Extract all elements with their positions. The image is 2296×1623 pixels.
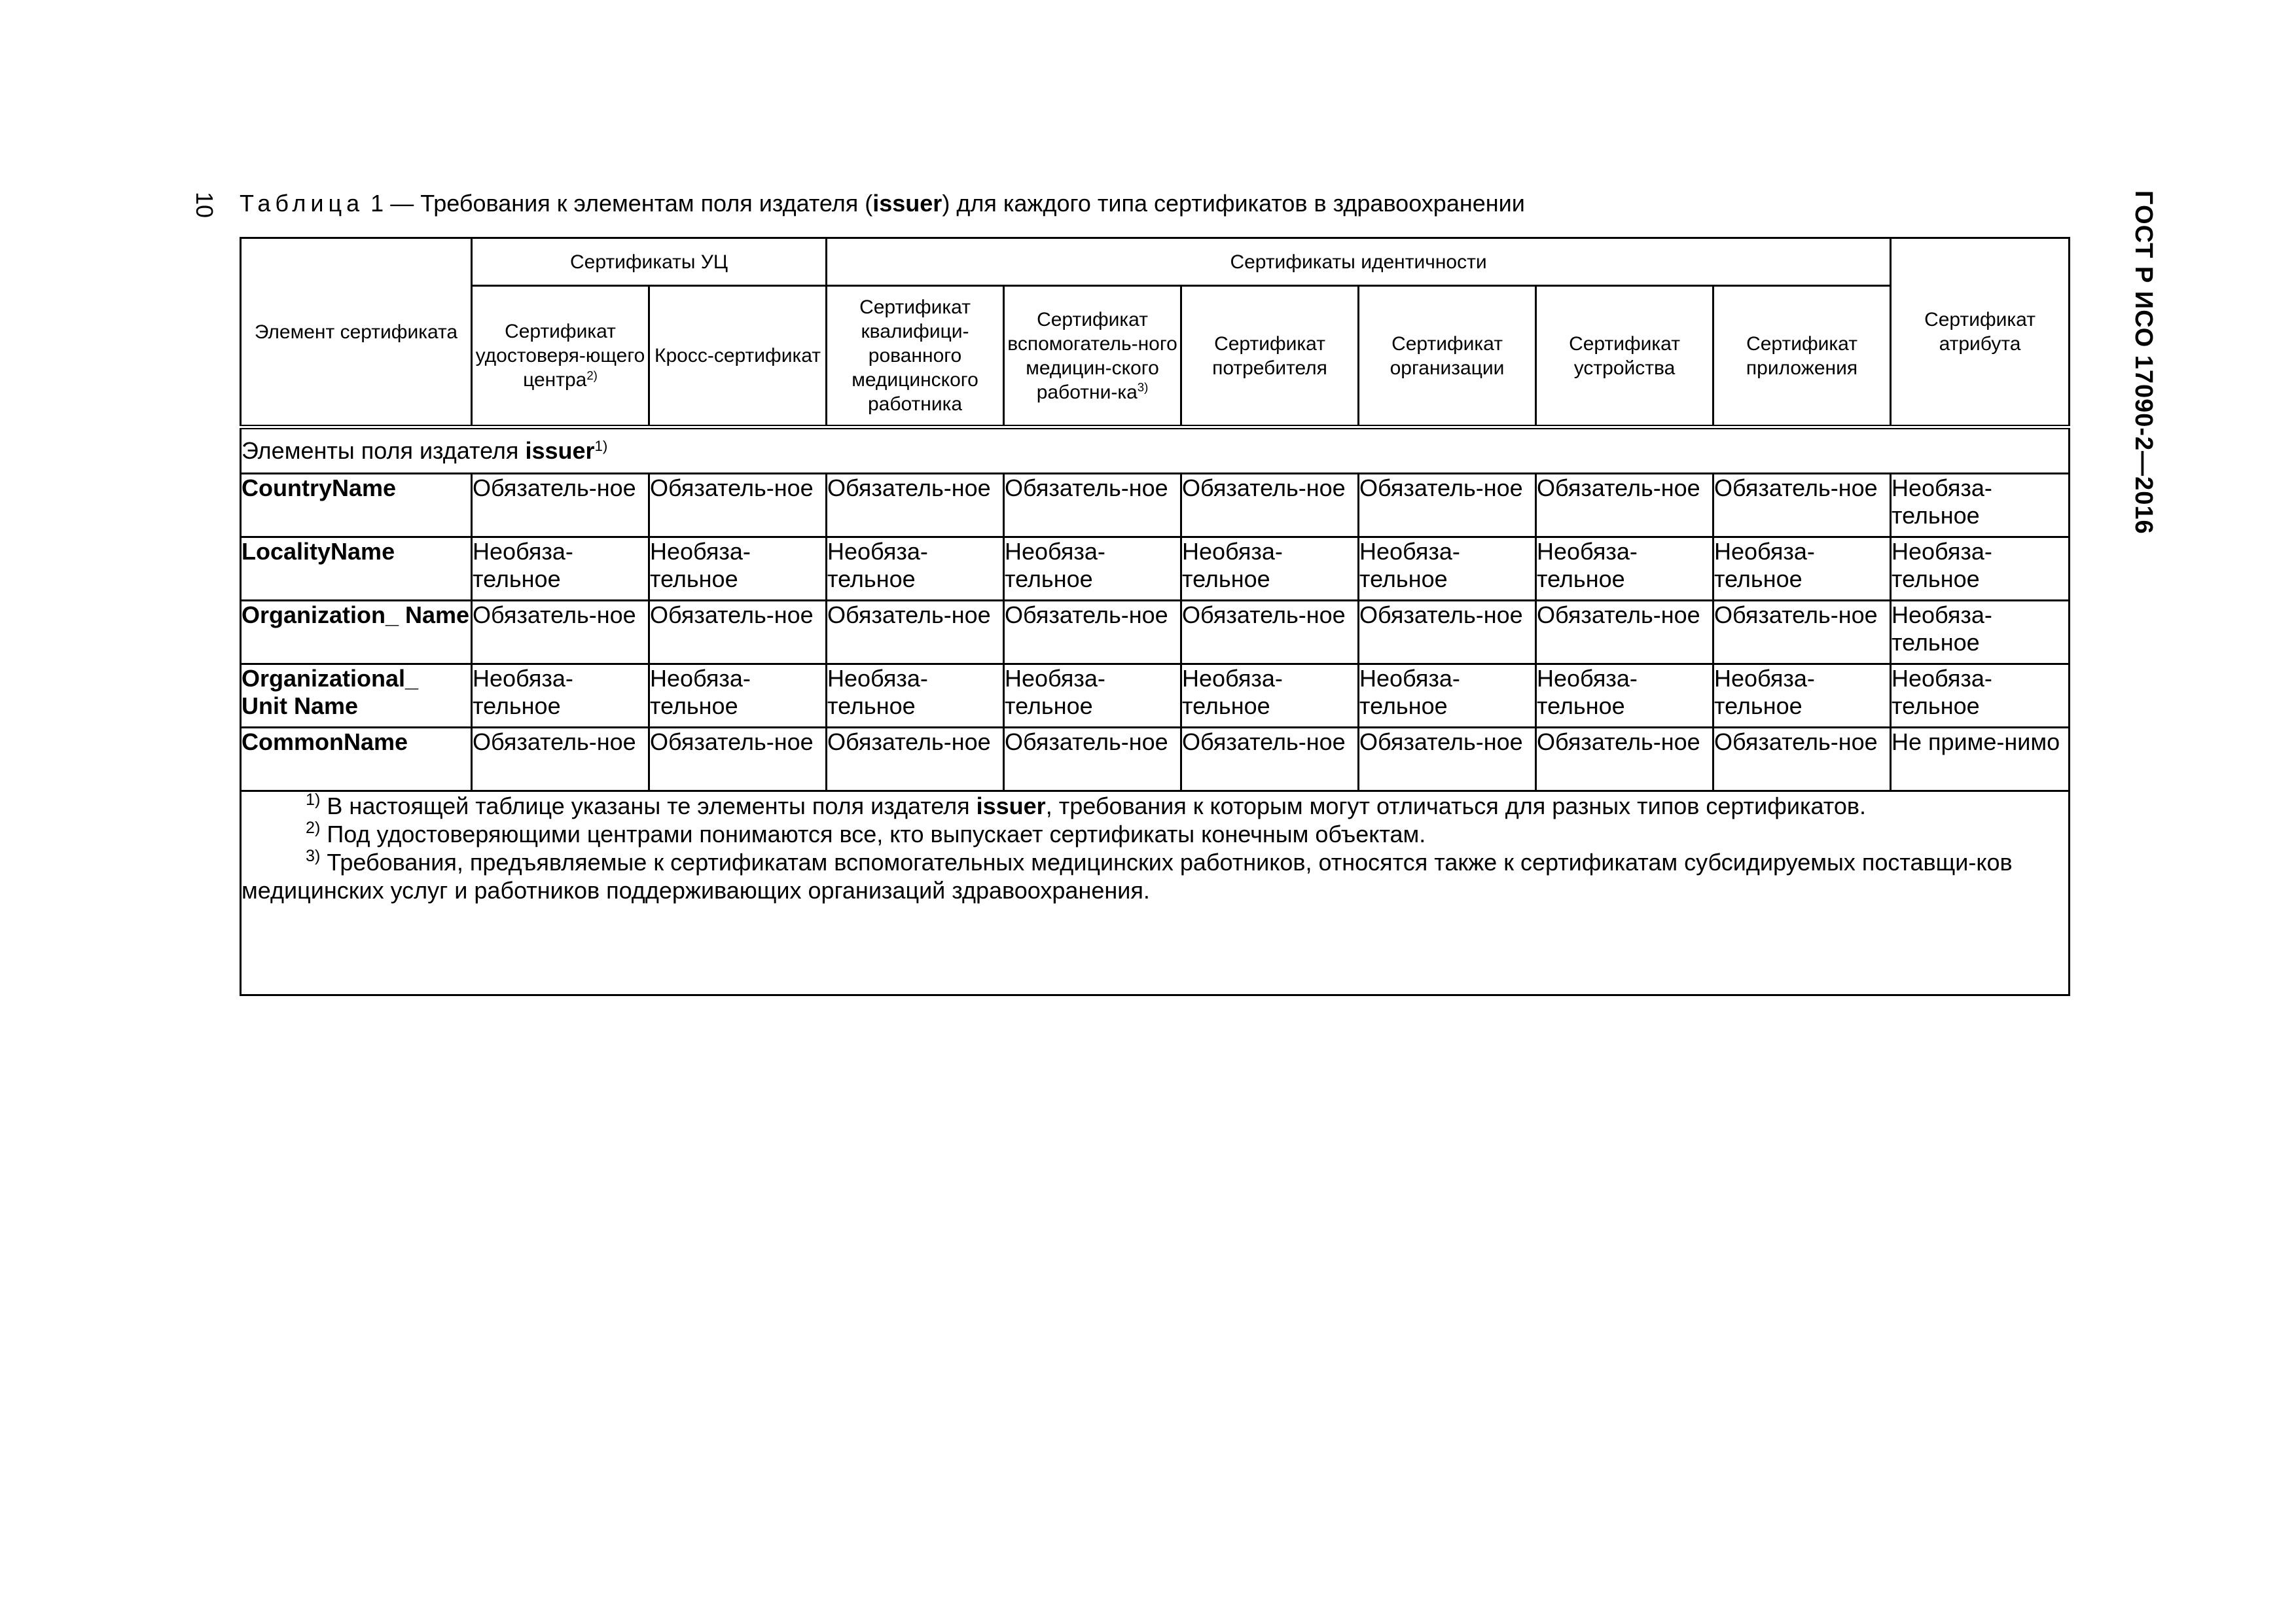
cell: Обязатель-ное: [1359, 601, 1536, 664]
cell: Необяза-тельное: [1536, 664, 1713, 728]
cell: Обязатель-ное: [472, 601, 649, 664]
requirements-table: [240, 237, 2070, 996]
table-row: [241, 728, 2070, 791]
header-qualified-worker: Сертификат квалифици-рованного медицинского работника: [827, 286, 1004, 427]
cell: Обязатель-ное: [827, 474, 1004, 537]
cell: Обязатель-ное: [1359, 728, 1536, 791]
cell: Обязатель-ное: [1181, 728, 1359, 791]
footnote-2: $^{2)}$ Под удостоверяющими центрами понимаются все, кто выпускает сертификаты конечным объектам.: [306, 819, 1426, 847]
table-row: [241, 601, 2070, 664]
cell: Обязатель-ное: [1536, 601, 1713, 664]
section-title: Элементы поля издателя issuer$^{1)}$: [241, 427, 2070, 474]
cell: Обязатель-ное: [472, 474, 649, 537]
cell: Необяза-тельное: [1713, 537, 1891, 601]
cell: Необяза-тельное: [1891, 537, 2070, 601]
document-code: ГОСТ Р ИСО 17090-2—2016: [2130, 190, 2157, 535]
row-name: Organizational_ Unit Name: [241, 664, 472, 728]
cell: Не приме-нимо: [1891, 728, 2070, 791]
cell: Необяза-тельное: [1004, 664, 1181, 728]
cell: Необяза-тельное: [1891, 474, 2070, 537]
cell: Необяза-тельное: [827, 537, 1004, 601]
cell: Необяза-тельное: [1891, 664, 2070, 728]
cell: Необяза-тельное: [1359, 664, 1536, 728]
cell: Необяза-тельное: [1359, 537, 1536, 601]
cell: Необяза-тельное: [472, 664, 649, 728]
cell: Обязатель-ное: [1713, 601, 1891, 664]
header-auxiliary-worker: Сертификат вспомогатель-ного медицин-ского работни-$ка^{3)}$: [1004, 286, 1181, 427]
cell: Обязатель-ное: [1713, 728, 1891, 791]
cell: Обязатель-ное: [1713, 474, 1891, 537]
page-number: 10: [191, 191, 219, 219]
row-name: CommonName: [241, 728, 472, 791]
table-caption: [240, 190, 1525, 217]
cell: Обязатель-ное: [1181, 601, 1359, 664]
row-name: Organization_ Name: [241, 601, 472, 664]
cell: Обязатель-ное: [472, 728, 649, 791]
header-attribute: Сертификат атрибута: [1891, 238, 2070, 427]
cell: Необяза-тельное: [649, 537, 827, 601]
header-consumer: Сертификат потребителя: [1181, 286, 1359, 427]
cell: Обязатель-ное: [1536, 474, 1713, 537]
header-ca-cert: Сертификат удостоверя-ющего центра$^{2)}$: [472, 286, 649, 427]
footnote-1: $^{1)}$ В настоящей таблице указаны те элементы поля издателя issuer, требования к которым могут отличаться для разных типов сертификатов.: [306, 791, 1866, 819]
cell: Обязатель-ное: [1004, 601, 1181, 664]
caption-bold-word: issuer: [872, 190, 942, 217]
cell: Необяза-тельное: [827, 664, 1004, 728]
cell: Обязатель-ное: [1004, 728, 1181, 791]
cell: Обязатель-ное: [1004, 474, 1181, 537]
header-element: Элемент сертификата: [241, 238, 472, 427]
cell: Обязатель-ное: [1181, 474, 1359, 537]
footnotes: [241, 791, 2070, 995]
cell: Необяза-тельное: [1713, 664, 1891, 728]
cell: Обязатель-ное: [649, 728, 827, 791]
cell: Обязатель-ное: [1536, 728, 1713, 791]
row-name: LocalityName: [241, 537, 472, 601]
header-cross-cert: Кросс-сертификат: [649, 286, 827, 427]
header-group-identity: Сертификаты идентичности: [827, 238, 1891, 286]
header-organization: Сертификат организации: [1359, 286, 1536, 427]
cell: Обязатель-ное: [649, 601, 827, 664]
cell: Обязатель-ное: [649, 474, 827, 537]
header-application: Сертификат приложения: [1713, 286, 1891, 427]
table-row: [241, 474, 2070, 537]
header-device: Сертификат устройства: [1536, 286, 1713, 427]
cell: Необяза-тельное: [1891, 601, 2070, 664]
table-row: [241, 664, 2070, 728]
cell: Обязатель-ное: [827, 601, 1004, 664]
caption-label: Таблица: [240, 190, 365, 217]
cell: Необяза-тельное: [1004, 537, 1181, 601]
caption-text-after: ) для каждого типа сертификатов в здравоохранении: [942, 190, 1525, 217]
cell: Необяза-тельное: [1181, 664, 1359, 728]
row-name: CountryName: [241, 474, 472, 537]
cell: Обязатель-ное: [827, 728, 1004, 791]
cell: Обязатель-ное: [1359, 474, 1536, 537]
cell: Необяза-тельное: [1536, 537, 1713, 601]
header-group-ca: Сертификаты УЦ: [472, 238, 827, 286]
cell: Необяза-тельное: [472, 537, 649, 601]
caption-text-before: Требования к элементам поля издателя (: [420, 190, 873, 217]
cell: Необяза-тельное: [1181, 537, 1359, 601]
footnote-3: $^{3)}$ Требования, предъявляемые к сертификатам вспомогательных медицинских работников, относятся также к сертификатам субсидируемых поставщи-ков медицинских услуг и работников поддерживающих организаций здравоохранения.: [242, 847, 2013, 904]
table-row: [241, 537, 2070, 601]
caption-number: 1 —: [370, 190, 414, 217]
cell: Необяза-тельное: [649, 664, 827, 728]
